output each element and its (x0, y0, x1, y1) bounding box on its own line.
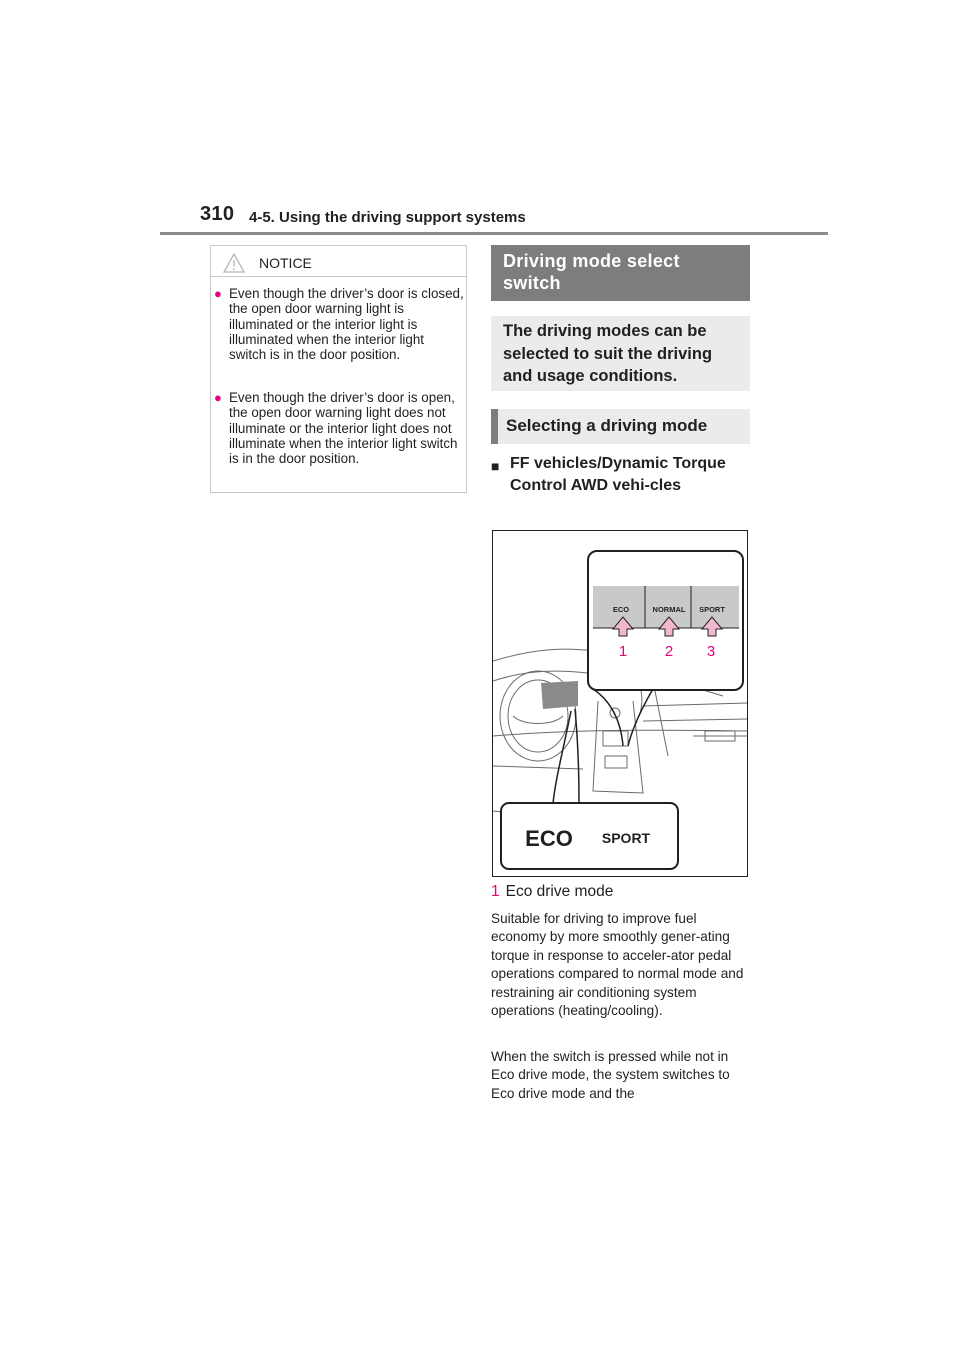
eco-button-label: ECO (612, 605, 630, 614)
notice-divider (211, 276, 466, 277)
item-number: 1 (491, 883, 500, 900)
callout-number: 3 (706, 643, 716, 660)
eco-indicator-label: ECO (525, 826, 573, 851)
notice-header (211, 246, 466, 276)
page-header (0, 0, 960, 240)
callout-number: 2 (664, 643, 674, 660)
sport-button-label: SPORT (699, 605, 725, 614)
driving-mode-switch-illustration (492, 530, 748, 877)
bullet-icon: ● (214, 286, 222, 301)
mode-item-title (491, 883, 750, 901)
intro-text: The driving modes can be selected to suit the driving and usage conditions. (491, 316, 750, 391)
bullet-icon: ● (214, 390, 222, 405)
item-label: Eco drive mode (505, 883, 614, 900)
square-bullet-icon: ■ (491, 458, 500, 474)
page-number: 310 (200, 203, 235, 225)
vehicle-heading (491, 453, 750, 497)
notice-title: NOTICE (259, 255, 312, 271)
header-divider (160, 232, 828, 235)
warning-triangle-icon (223, 253, 245, 273)
subheading: Selecting a driving mode (491, 409, 750, 444)
section-title: 4-5. Using the driving support systems (249, 209, 526, 226)
notice-box (210, 245, 467, 493)
notice-item-text: Even though the driver’s door is closed, the open door warning light is illuminated or the interior light is illuminated when the interior light switch is in the door position. (229, 286, 464, 363)
body-paragraph: When the switch is pressed while not in Eco drive mode, the system switches to Eco drive mode and the (491, 1049, 730, 1101)
main-heading: Driving mode select switch (491, 245, 750, 301)
sport-indicator-label: SPORT (601, 830, 651, 846)
callout-number: 1 (618, 643, 628, 660)
normal-button-label: NORMAL (652, 605, 686, 614)
vehicle-heading-text: FF vehicles/Dynamic Torque Control AWD vehi-cles (510, 455, 726, 494)
body-paragraph: Suitable for driving to improve fuel economy by more smoothly gener-ating torque in response to acceler-ator pedal operations compared to normal mode and restraining air conditioning system operations (heating/cooling). (491, 911, 744, 1019)
notice-item (214, 286, 464, 362)
notice-item-text: Even though the driver’s door is open, the open door warning light does not illuminate or the interior light does not illuminate when the interior light switch is in the door position. (229, 390, 458, 467)
notice-item (214, 390, 464, 466)
dashboard-drawing (493, 531, 747, 876)
